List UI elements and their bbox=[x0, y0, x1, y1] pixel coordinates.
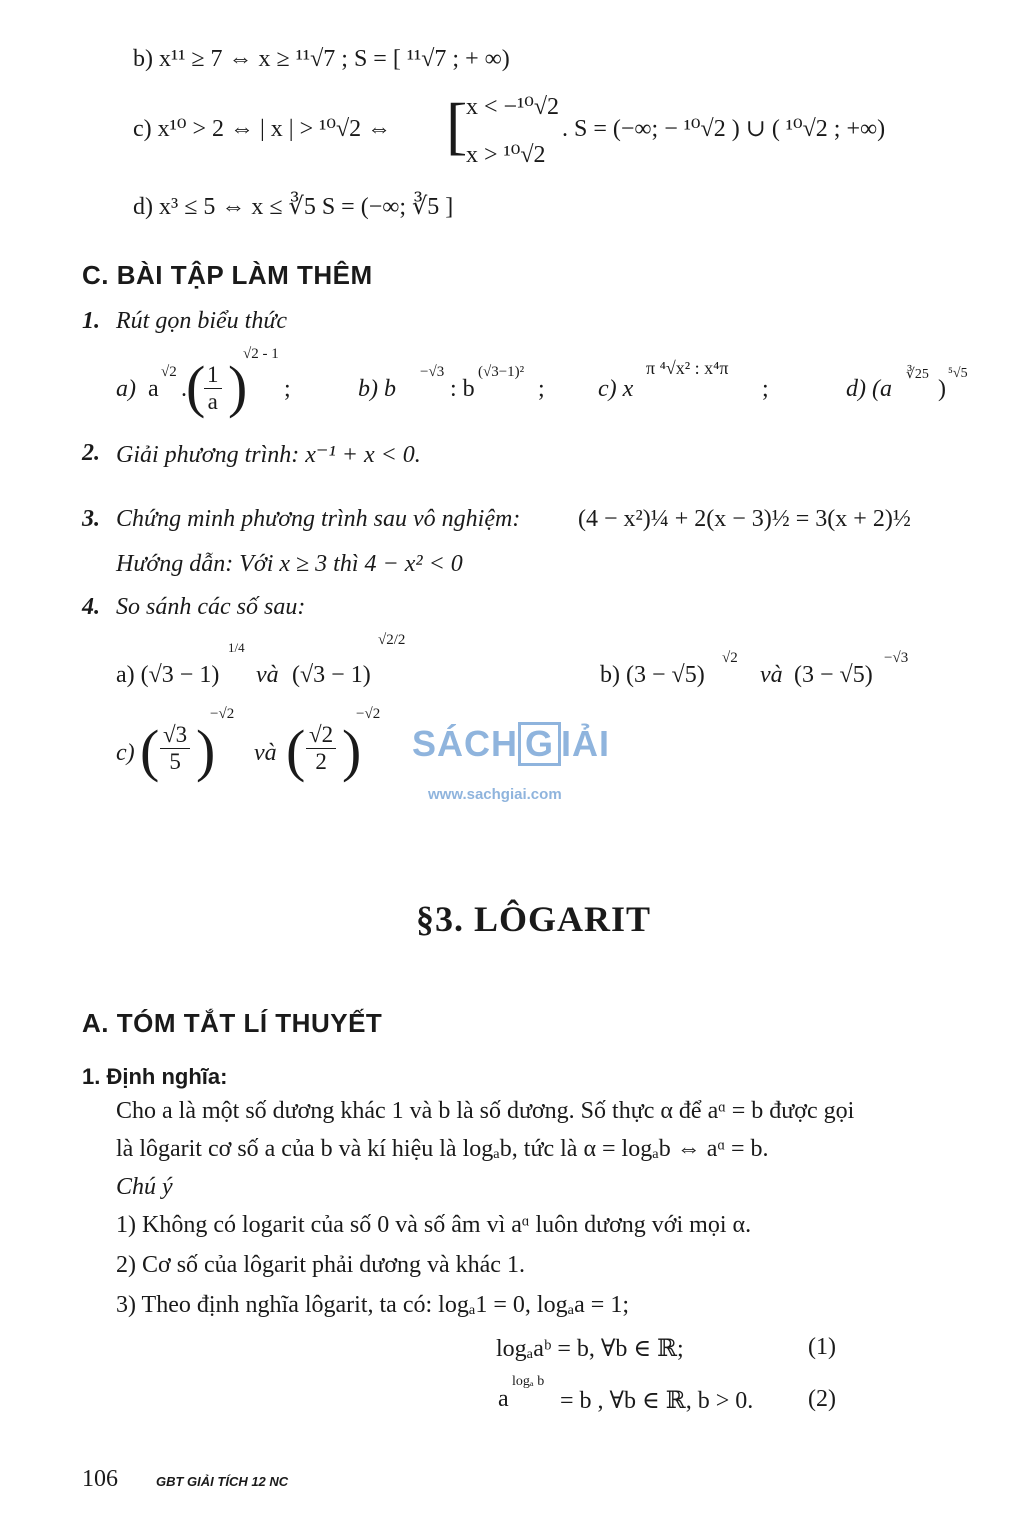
exercise-4b-exp1: √2 bbox=[722, 650, 738, 666]
exercise-1b-semicolon: ; bbox=[538, 376, 545, 402]
chapter-title: §3. LÔGARIT bbox=[416, 899, 652, 939]
watermark-box: G bbox=[518, 722, 561, 766]
exercise-4a-left: a) (√3 − 1) bbox=[116, 662, 220, 688]
fraction-denominator: 2 bbox=[315, 749, 327, 774]
exercise-1a-lparen: ( bbox=[186, 354, 206, 419]
exercise-3-hint: Hướng dẫn: Với x ≥ 3 thì 4 − x² < 0 bbox=[116, 551, 463, 577]
exercise-1a-exp: √2 bbox=[161, 364, 177, 380]
exercise-1c-exp: π ⁴√x² : x⁴π bbox=[646, 358, 729, 378]
fraction-numerator: 1 bbox=[204, 362, 222, 389]
formula-1: logₐaᵇ = b, ∀b ∈ ℝ; bbox=[496, 1336, 684, 1362]
exercise-3-text: Chứng minh phương trình sau vô nghiệm: bbox=[116, 506, 521, 532]
exercise-1-text: Rút gọn biểu thức bbox=[116, 308, 288, 334]
exercise-4-text: So sánh các số sau: bbox=[116, 594, 306, 620]
watermark-left: SÁCH bbox=[412, 723, 519, 764]
definition-line-2: là lôgarit cơ số a của b và kí hiệu là logₐb, tức là α = logₐb ⇔ aᵅ = b. bbox=[116, 1136, 769, 1162]
note-2: 2) Cơ số của lôgarit phải dương và khác 1. bbox=[116, 1252, 525, 1278]
exercise-1b-base: b) b bbox=[358, 376, 396, 402]
exercise-1a-outer-exp: √2 - 1 bbox=[243, 346, 279, 362]
exercise-4c-rparen1: ) bbox=[196, 718, 216, 783]
exercise-1b-exp1: −√3 bbox=[420, 364, 445, 380]
exercise-3-number: 3. bbox=[82, 506, 100, 532]
exercise-2-text: Giải phương trình: x⁻¹ + x < 0. bbox=[116, 442, 421, 468]
exercise-4a-exp2: √2/2 bbox=[378, 632, 406, 648]
exercise-1d-close: ) bbox=[938, 376, 946, 402]
exercise-4c-exp1: −√2 bbox=[210, 706, 235, 722]
exercise-1a-dot: . bbox=[181, 376, 187, 402]
exercise-1a-label: a) bbox=[116, 376, 136, 402]
solution-d: d) x³ ≤ 5 ⇔ x ≤ ∛5 S = (−∞; ∛5 ] bbox=[133, 194, 454, 220]
exercise-4c-and: và bbox=[254, 740, 277, 766]
exercise-4c-lparen1: ( bbox=[140, 718, 160, 783]
watermark-right: IẢI bbox=[561, 723, 611, 764]
exercise-4c-fraction1 bbox=[160, 722, 190, 775]
fraction-denominator: a bbox=[207, 389, 218, 414]
note-3: 3) Theo định nghĩa lôgarit, ta có: logₐ1 = 0, logₐa = 1; bbox=[116, 1292, 629, 1318]
solution-b: b) x¹¹ ≥ 7 ⇔ x ≥ ¹¹√7 ; S = [ ¹¹√7 ; + ∞) bbox=[133, 46, 510, 72]
fraction-numerator: √2 bbox=[306, 722, 336, 749]
exercise-4c-lparen2: ( bbox=[286, 718, 306, 783]
exercise-4c-label: c) bbox=[116, 740, 135, 766]
exercise-1c-semicolon: ; bbox=[762, 376, 769, 402]
solution-c-left: c) x¹⁰ > 2 ⇔ | x | > ¹⁰√2 ⇔ bbox=[133, 116, 392, 142]
watermark-url: www.sachgiai.com bbox=[428, 786, 562, 803]
exercise-4a-right: (√3 − 1) bbox=[292, 662, 371, 688]
exercise-4c-rparen2: ) bbox=[342, 718, 362, 783]
exercise-1a-rparen: ) bbox=[228, 354, 248, 419]
exercise-2-number: 2. bbox=[82, 440, 100, 466]
exercise-1d-exp1: ∛25 bbox=[906, 367, 929, 382]
note-1: 1) Không có logarit của số 0 và số âm vì aᵅ luôn dương với mọi α. bbox=[116, 1212, 752, 1238]
exercise-1c-base: c) x bbox=[598, 376, 634, 402]
exercise-1d-exp2: ⁵√5 bbox=[948, 366, 968, 381]
exercise-1a-semicolon: ; bbox=[284, 376, 291, 402]
section-c-heading: C. BÀI TẬP LÀM THÊM bbox=[82, 260, 373, 290]
book-title: GBT GIẢI TÍCH 12 NC bbox=[156, 1474, 289, 1489]
fraction-denominator: 5 bbox=[169, 749, 181, 774]
formula-2-number: (2) bbox=[808, 1386, 836, 1412]
exercise-4b-left: b) (3 − √5) bbox=[600, 662, 705, 688]
solution-c-case1: x < −¹⁰√2 bbox=[466, 94, 560, 120]
formula-1-number: (1) bbox=[808, 1334, 836, 1360]
exercise-1d-base: d) (a bbox=[846, 376, 892, 402]
exercise-1a-base: a bbox=[148, 376, 159, 402]
exercise-3-equation: (4 − x²)¼ + 2(x − 3)½ = 3(x + 2)½ bbox=[578, 506, 911, 532]
definition-line-1: Cho a là một số dương khác 1 và b là số dương. Số thực α để aᵅ = b được gọi bbox=[116, 1098, 855, 1124]
exercise-4a-and: và bbox=[256, 662, 279, 688]
section-a-heading: A. TÓM TẮT LÍ THUYẾT bbox=[82, 1008, 383, 1038]
formula-2-rest: = b , ∀b ∈ ℝ, b > 0. bbox=[560, 1388, 754, 1414]
exercise-1-number: 1. bbox=[82, 308, 100, 334]
exercise-4c-exp2: −√2 bbox=[356, 706, 381, 722]
exercise-4b-and: và bbox=[760, 662, 783, 688]
exercise-1b-mid: : b bbox=[450, 376, 475, 402]
exercise-1b-exp2: (√3−1)² bbox=[478, 364, 525, 380]
fraction-numerator: √3 bbox=[160, 722, 190, 749]
exercise-4c-fraction2 bbox=[306, 722, 336, 775]
exercise-4b-exp2: −√3 bbox=[884, 650, 909, 666]
formula-2-exp: logₐ b bbox=[512, 1374, 545, 1389]
exercise-4b-right: (3 − √5) bbox=[794, 662, 873, 688]
exercise-4a-exp1: 1/4 bbox=[228, 640, 245, 655]
formula-2-base: a bbox=[498, 1386, 509, 1412]
solution-c-case2: x > ¹⁰√2 bbox=[466, 142, 546, 168]
page-number: 106 bbox=[82, 1466, 118, 1492]
exercise-1a-fraction bbox=[204, 362, 222, 415]
exercise-4-number: 4. bbox=[82, 594, 100, 620]
note-heading: Chú ý bbox=[116, 1174, 173, 1200]
definition-heading: 1. Định nghĩa: bbox=[82, 1064, 228, 1089]
solution-c-right: . S = (−∞; − ¹⁰√2 ) ∪ ( ¹⁰√2 ; +∞) bbox=[562, 116, 886, 142]
case-bracket: [ bbox=[446, 90, 468, 161]
watermark-logo bbox=[412, 722, 610, 766]
